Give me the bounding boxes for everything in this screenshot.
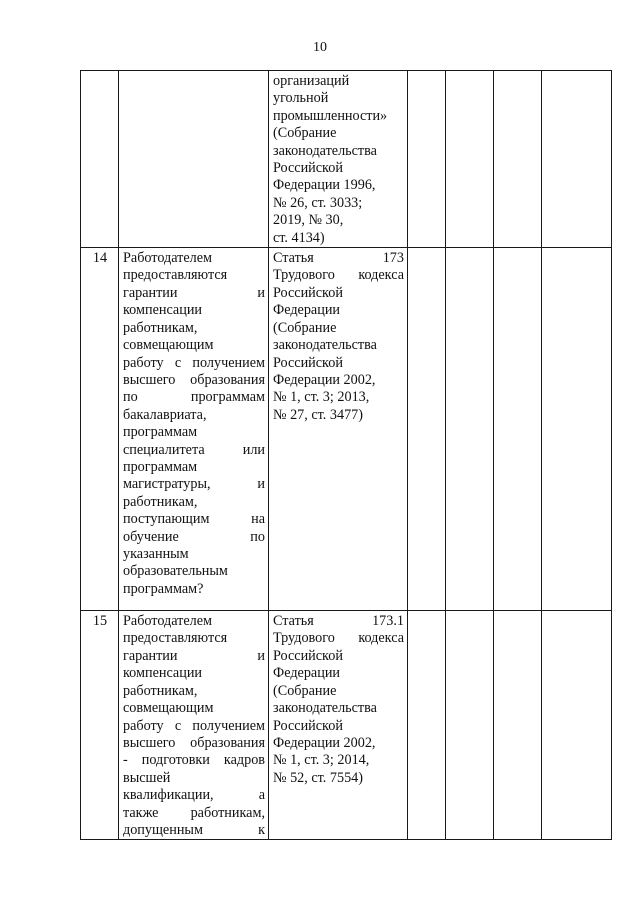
text-line: Федерации 2002,: [273, 371, 376, 388]
text-line: № 1, ст. 3; 2013,: [273, 389, 370, 406]
text-line: Статья 173.1: [273, 613, 404, 630]
text-line: компенсации: [123, 302, 203, 319]
notes-cell: [542, 611, 612, 840]
reference-cell: [269, 71, 408, 248]
text-line: (Собрание: [273, 682, 337, 699]
text-line: Работодателем: [123, 250, 213, 267]
text-line: Трудового кодекса: [273, 267, 404, 284]
text-line: Федерации 1996,: [273, 177, 376, 194]
text-line: № 26, ст. 3033;: [273, 194, 363, 211]
row-number: 15: [81, 611, 119, 840]
text-line: Федерации: [273, 665, 341, 682]
text-line: указанным: [123, 545, 189, 562]
text-line: магистратуры, и: [123, 476, 265, 493]
text-line: (Собрание: [273, 319, 337, 336]
text-line: компенсации: [123, 665, 203, 682]
text-line: Российской: [273, 284, 343, 301]
answer-no-cell: [446, 71, 494, 248]
text-line: квалификации, а: [123, 787, 265, 804]
table-row: [81, 71, 612, 248]
text-line: высшего образования: [123, 734, 265, 751]
text-line: образовательным: [123, 563, 228, 580]
checklist-table: [80, 70, 612, 840]
text-line: (Собрание: [273, 125, 337, 142]
text-line: Трудового кодекса: [273, 630, 404, 647]
answer-na-cell: [494, 611, 542, 840]
text-line: Российской: [273, 647, 343, 664]
text-line: № 1, ст. 3; 2014,: [273, 752, 370, 769]
text-line: программам?: [123, 580, 204, 597]
text-line: Федерации: [273, 302, 341, 319]
text-line: работу с получением: [123, 354, 265, 371]
text-line: предоставляются: [123, 267, 228, 284]
table-row: [81, 611, 612, 840]
text-line: обучение по: [123, 528, 265, 545]
page-number: 10: [313, 40, 327, 55]
question-cell: [119, 611, 269, 840]
text-line: также работникам,: [123, 804, 265, 821]
answer-yes-cell: [408, 71, 446, 248]
text-line: высшей: [123, 769, 171, 786]
text-line: № 27, ст. 3477): [273, 406, 363, 423]
row-number: 14: [81, 248, 119, 611]
text-line: работникам,: [123, 682, 198, 699]
text-line: - подготовки кадров: [123, 752, 265, 769]
text-line: программам: [123, 458, 198, 475]
text-line: Федерации 2002,: [273, 734, 376, 751]
text-line: совмещающим: [123, 700, 214, 717]
text-line: работникам,: [123, 319, 198, 336]
text-line: работникам,: [123, 493, 198, 510]
text-line: допущенным к: [123, 821, 265, 838]
text-line: организаций: [273, 73, 350, 89]
text-line: Статья 173: [273, 250, 404, 267]
text-line: законодательства: [273, 142, 377, 159]
table-row: [81, 248, 612, 611]
answer-no-cell: [446, 611, 494, 840]
text-line: законодательства: [273, 700, 377, 717]
text-line: специалитета или: [123, 441, 265, 458]
text-line: поступающим на: [123, 511, 265, 528]
text-line: Работодателем: [123, 613, 213, 630]
text-line: гарантии и: [123, 284, 265, 301]
reference-cell: [269, 611, 408, 840]
reference-cell: [269, 248, 408, 611]
text-line: Российской: [273, 717, 343, 734]
text-line: промышленности»: [273, 107, 388, 124]
text-line: № 52, ст. 7554): [273, 769, 363, 786]
text-line: гарантии и: [123, 647, 265, 664]
answer-na-cell: [494, 71, 542, 248]
text-line: программам: [123, 424, 198, 441]
question-cell: [119, 248, 269, 611]
answer-na-cell: [494, 248, 542, 611]
text-line: угольной: [273, 90, 329, 107]
text-line: работу с получением: [123, 717, 265, 734]
text-line: Российской: [273, 160, 343, 177]
text-line: предоставляются: [123, 630, 228, 647]
text-line: законодательства: [273, 337, 377, 354]
text-line: ст. 4134): [273, 229, 325, 246]
answer-no-cell: [446, 248, 494, 611]
notes-cell: [542, 248, 612, 611]
text-line: совмещающим: [123, 337, 214, 354]
text-line: бакалавриата,: [123, 406, 207, 423]
notes-cell: [542, 71, 612, 248]
text-line: высшего образования: [123, 371, 265, 388]
answer-yes-cell: [408, 611, 446, 840]
answer-yes-cell: [408, 248, 446, 611]
text-line: 2019, № 30,: [273, 212, 344, 229]
text-line: по программам: [123, 389, 265, 406]
row-number: [81, 71, 119, 248]
question-cell: [119, 71, 269, 248]
text-line: Российской: [273, 354, 343, 371]
